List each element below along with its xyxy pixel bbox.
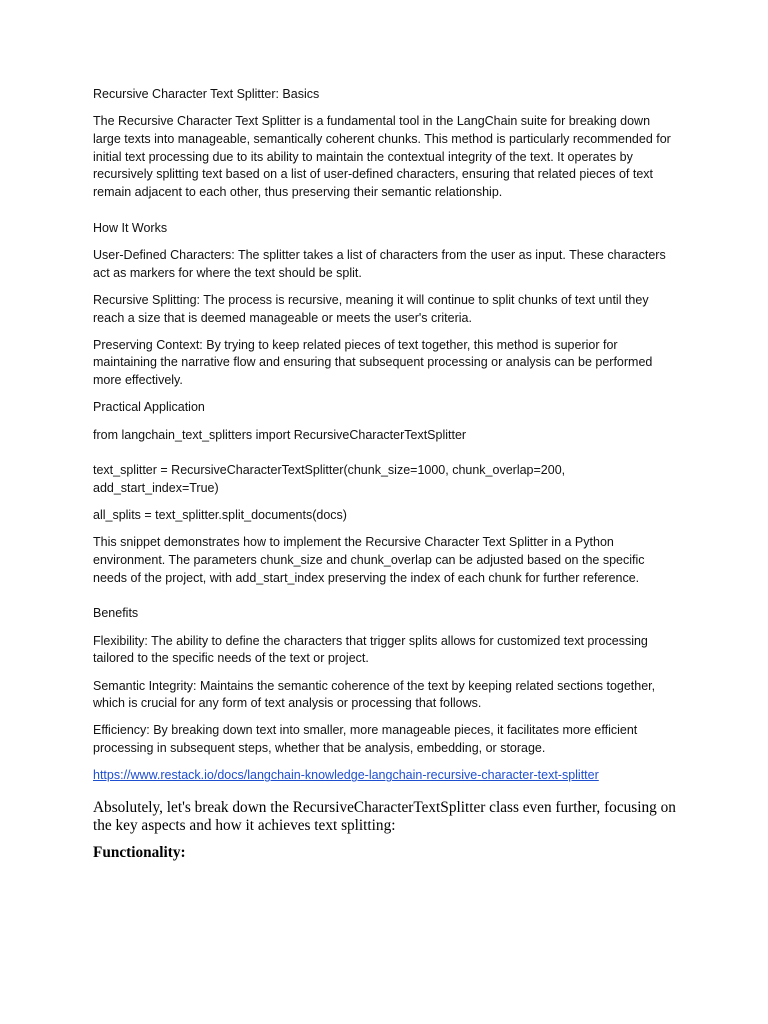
how-it-works-item-characters: User-Defined Characters: The splitter takes a list of characters from the user as input. These characters act as markers for where the text should be split. [93, 247, 666, 280]
functionality-heading: Functionality: [93, 843, 186, 861]
benefit-item-semantic-integrity: Semantic Integrity: Maintains the semantic coherence of the text by keeping related sections together, which is crucial for any form of text analysis or processing that follows. [93, 678, 656, 711]
code-splits-line: all_splits = text_splitter.split_documents(docs) [93, 508, 347, 523]
practical-application-heading: Practical Application [93, 400, 205, 415]
document-body [93, 86, 677, 871]
followup-paragraph: Absolutely, let's break down the RecursiveCharacterTextSplitter class even further, focusing on the key aspects and how it achieves text splitting: [93, 799, 676, 834]
intro-title: Recursive Character Text Splitter: Basics [93, 87, 320, 101]
how-it-works-heading: How It Works [93, 220, 168, 235]
how-it-works-item-recursive: Recursive Splitting: The process is recursive, meaning it will continue to split chunks of text until they reach a size that is deemed manageable or meets the user's criteria. [93, 292, 649, 325]
benefit-item-efficiency: Efficiency: By breaking down text into smaller, more manageable pieces, it facilitates more efficient processing in subsequent steps, whether that be analysis, embedding, or storage. [93, 723, 638, 756]
intro-paragraph: The Recursive Character Text Splitter is a fundamental tool in the LangChain suite for breaking down large texts into manageable, semantically coherent chunks. This method is particularly recommended for initial text processing due to its ability to maintain the contextual integrity of the text. It operates by recursively splitting text based on a list of user-defined characters, ensuring that related pieces of text remain adjacent to each other, thus preserving their semantic relationship. [93, 114, 671, 200]
snippet-description: This snippet demonstrates how to implement the Recursive Character Text Splitter in a Python environment. The parameters chunk_size and chunk_overlap can be adjusted based on the specific needs of the project, with add_start_index preserving the index of each chunk for further reference. [93, 535, 645, 585]
source-link[interactable]: https://www.restack.io/docs/langchain-knowledge-langchain-recursive-character-text-splitter [93, 768, 599, 783]
benefits-heading: Benefits [93, 606, 139, 621]
code-import-line: from langchain_text_splitters import RecursiveCharacterTextSplitter [93, 427, 467, 442]
code-splitter-line: text_splitter = RecursiveCharacterTextSplitter(chunk_size=1000, chunk_overlap=200, add_start_index=True) [93, 463, 566, 495]
benefit-item-flexibility: Flexibility: The ability to define the characters that trigger splits allows for customized text processing tailored to the specific needs of the text or project. [93, 633, 648, 666]
how-it-works-item-context: Preserving Context: By trying to keep related pieces of text together, this method is superior for maintaining the narrative flow and ensuring that subsequent processing or analysis can be performed more effectively. [93, 337, 653, 388]
